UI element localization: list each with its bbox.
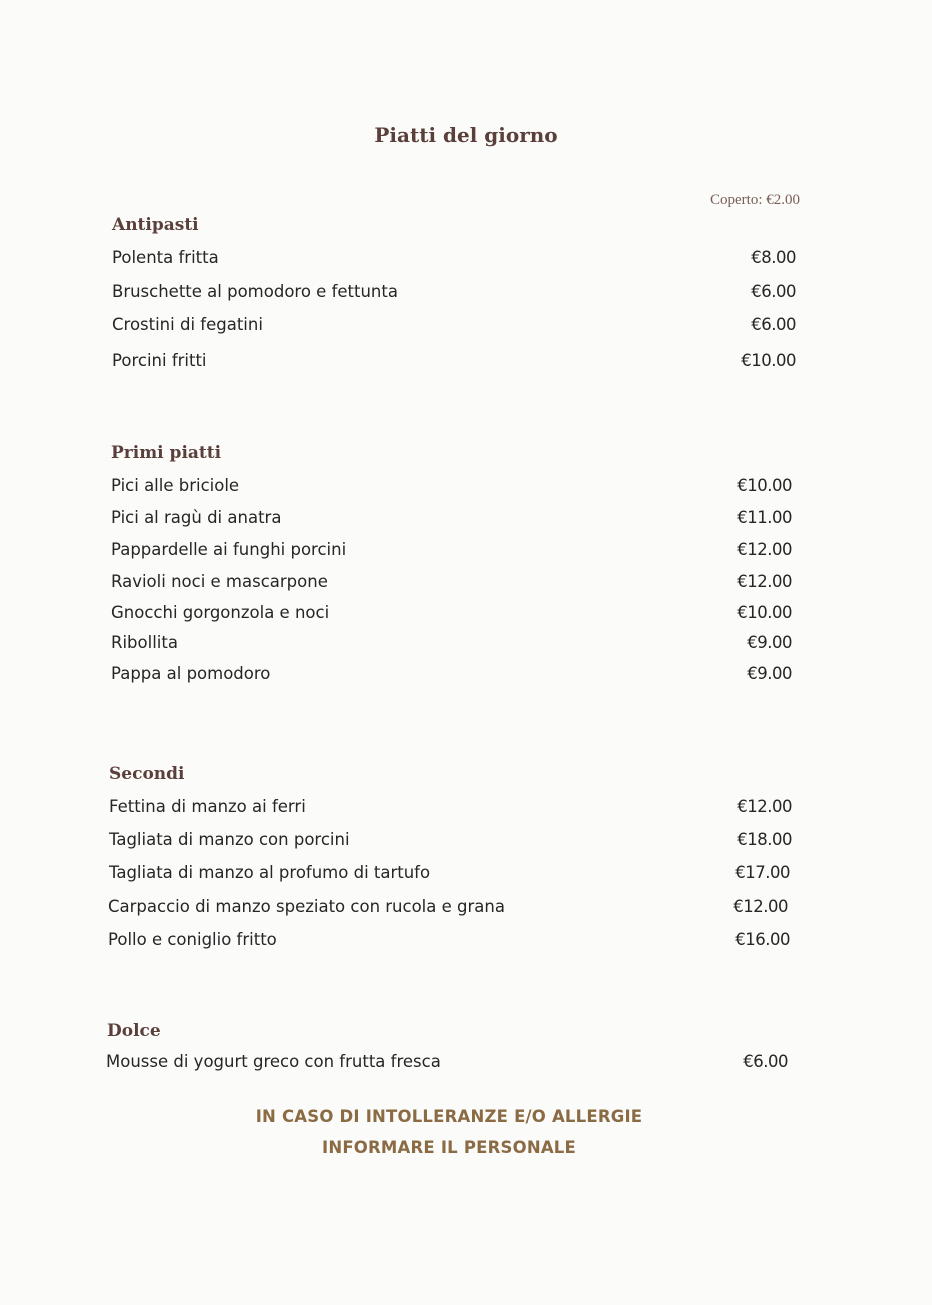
allergy-notice-line-1: IN CASO DI INTOLLERANZE E/O ALLERGIE xyxy=(255,1107,643,1126)
item-name: Polenta fritta xyxy=(112,248,219,267)
item-name: Carpaccio di manzo speziato con rucola e grana xyxy=(108,897,505,916)
menu-item xyxy=(112,313,796,337)
menu-item xyxy=(109,828,792,852)
section-heading-dolce: Dolce xyxy=(107,1021,161,1041)
item-price: €11.00 xyxy=(737,508,792,527)
section-heading-antipasti: Antipasti xyxy=(112,215,199,235)
item-price: €12.00 xyxy=(737,540,792,559)
item-price: €17.00 xyxy=(735,863,790,882)
menu-item xyxy=(106,1050,788,1074)
item-name: Tagliata di manzo con porcini xyxy=(109,830,350,849)
menu-item xyxy=(109,861,790,885)
menu-item xyxy=(109,795,792,819)
menu-item xyxy=(111,474,792,498)
page-title: Piatti del giorno xyxy=(374,123,558,147)
item-name: Gnocchi gorgonzola e noci xyxy=(111,603,330,622)
menu-item xyxy=(111,601,792,625)
item-name: Pici alle briciole xyxy=(111,476,240,495)
item-name: Bruschette al pomodoro e fettunta xyxy=(112,282,398,301)
menu-item xyxy=(112,280,796,304)
item-price: €12.00 xyxy=(737,572,792,591)
item-name: Pappa al pomodoro xyxy=(111,664,271,683)
item-name: Ravioli noci e mascarpone xyxy=(111,572,328,591)
item-price: €9.00 xyxy=(747,664,792,683)
item-price: €12.00 xyxy=(733,897,788,916)
menu-item xyxy=(112,349,796,373)
menu-item xyxy=(111,631,792,655)
allergy-notice-line-2: INFORMARE IL PERSONALE xyxy=(321,1138,576,1157)
item-name: Pappardelle ai funghi porcini xyxy=(111,540,347,559)
item-name: Fettina di manzo ai ferri xyxy=(109,797,306,816)
menu-item xyxy=(108,928,790,952)
item-name: Pici al ragù di anatra xyxy=(111,508,282,527)
item-name: Pollo e coniglio fritto xyxy=(108,930,277,949)
menu-item xyxy=(111,538,792,562)
item-name: Crostini di fegatini xyxy=(112,315,263,334)
item-name: Mousse di yogurt greco con frutta fresca xyxy=(106,1052,441,1071)
menu-item xyxy=(112,246,796,270)
cover-charge: Coperto: €2.00 xyxy=(710,192,800,208)
item-price: €16.00 xyxy=(735,930,790,949)
item-price: €6.00 xyxy=(751,315,796,334)
item-price: €8.00 xyxy=(751,248,796,267)
section-heading-primi: Primi piatti xyxy=(111,443,222,463)
item-name: Ribollita xyxy=(111,633,178,652)
item-price: €10.00 xyxy=(737,603,792,622)
menu-item xyxy=(111,570,792,594)
item-price: €10.00 xyxy=(741,351,796,370)
menu-item xyxy=(108,895,788,919)
item-price: €9.00 xyxy=(747,633,792,652)
item-name: Tagliata di manzo al profumo di tartufo xyxy=(109,863,431,882)
item-name: Porcini fritti xyxy=(112,351,207,370)
item-price: €12.00 xyxy=(737,797,792,816)
section-heading-secondi: Secondi xyxy=(109,764,185,784)
item-price: €10.00 xyxy=(737,476,792,495)
item-price: €18.00 xyxy=(737,830,792,849)
item-price: €6.00 xyxy=(751,282,796,301)
item-price: €6.00 xyxy=(743,1052,788,1071)
menu-item xyxy=(111,662,792,686)
menu-item xyxy=(111,506,792,530)
